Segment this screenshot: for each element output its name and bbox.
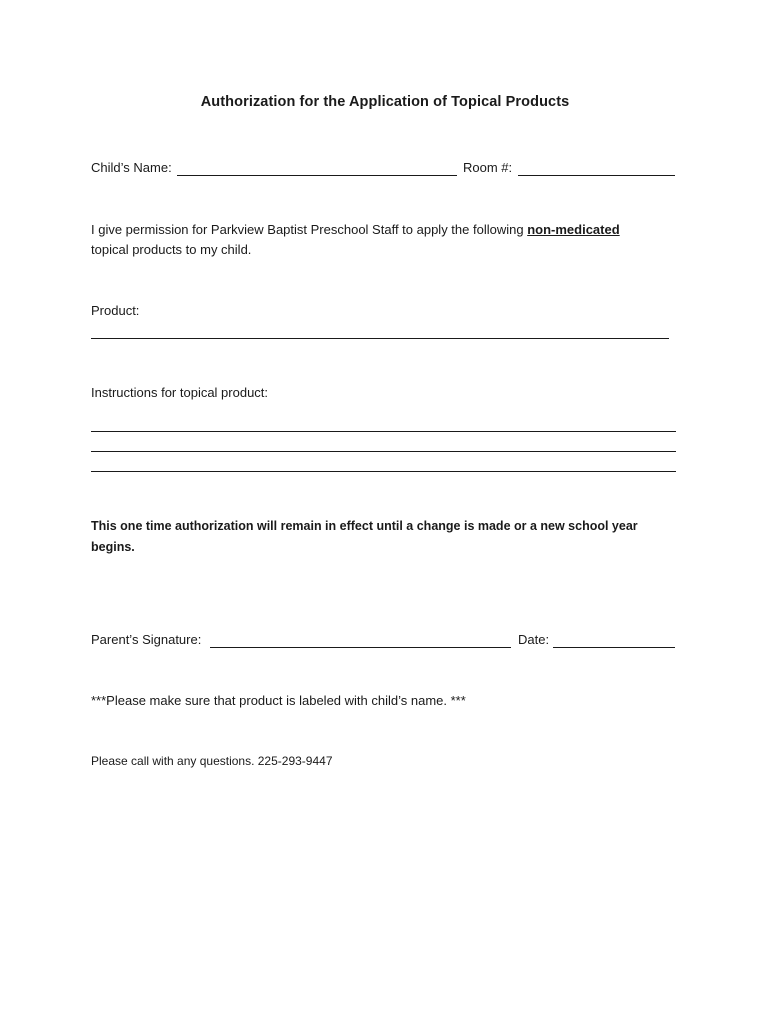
instructions-field-line-1[interactable] — [91, 431, 676, 432]
authorization-note-line-2: begins. — [91, 540, 135, 554]
date-label: Date: — [518, 632, 550, 647]
non-medicated-emphasis: non-medicated — [527, 222, 620, 237]
instructions-field-line-2[interactable] — [91, 451, 676, 452]
permission-text: I give permission for Parkview Baptist Preschool Staff to apply the following — [91, 222, 528, 237]
date-field[interactable] — [553, 647, 675, 648]
child-name-label: Child’s Name: — [91, 160, 172, 175]
form-title: Authorization for the Application of Topical Products — [200, 94, 570, 110]
authorization-note-line-1: This one time authorization will remain in effect until a change is made or a new school year — [91, 519, 638, 533]
signature-field[interactable] — [210, 647, 511, 648]
room-field[interactable] — [518, 175, 675, 176]
product-label: Product: — [91, 303, 140, 318]
signature-label: Parent’s Signature: — [91, 632, 202, 647]
room-label: Room #: — [463, 160, 513, 175]
instructions-field-line-3[interactable] — [91, 471, 676, 472]
permission-line-2: topical products to my child. — [91, 242, 252, 257]
permission-line-1 — [91, 220, 620, 240]
child-name-field[interactable] — [177, 175, 457, 176]
contact-text: Please call with any questions. 225-293-9447 — [91, 754, 333, 768]
label-reminder: ***Please make sure that product is labeled with child’s name. *** — [91, 693, 466, 708]
instructions-label: Instructions for topical product: — [91, 385, 269, 400]
product-field[interactable] — [91, 338, 669, 339]
